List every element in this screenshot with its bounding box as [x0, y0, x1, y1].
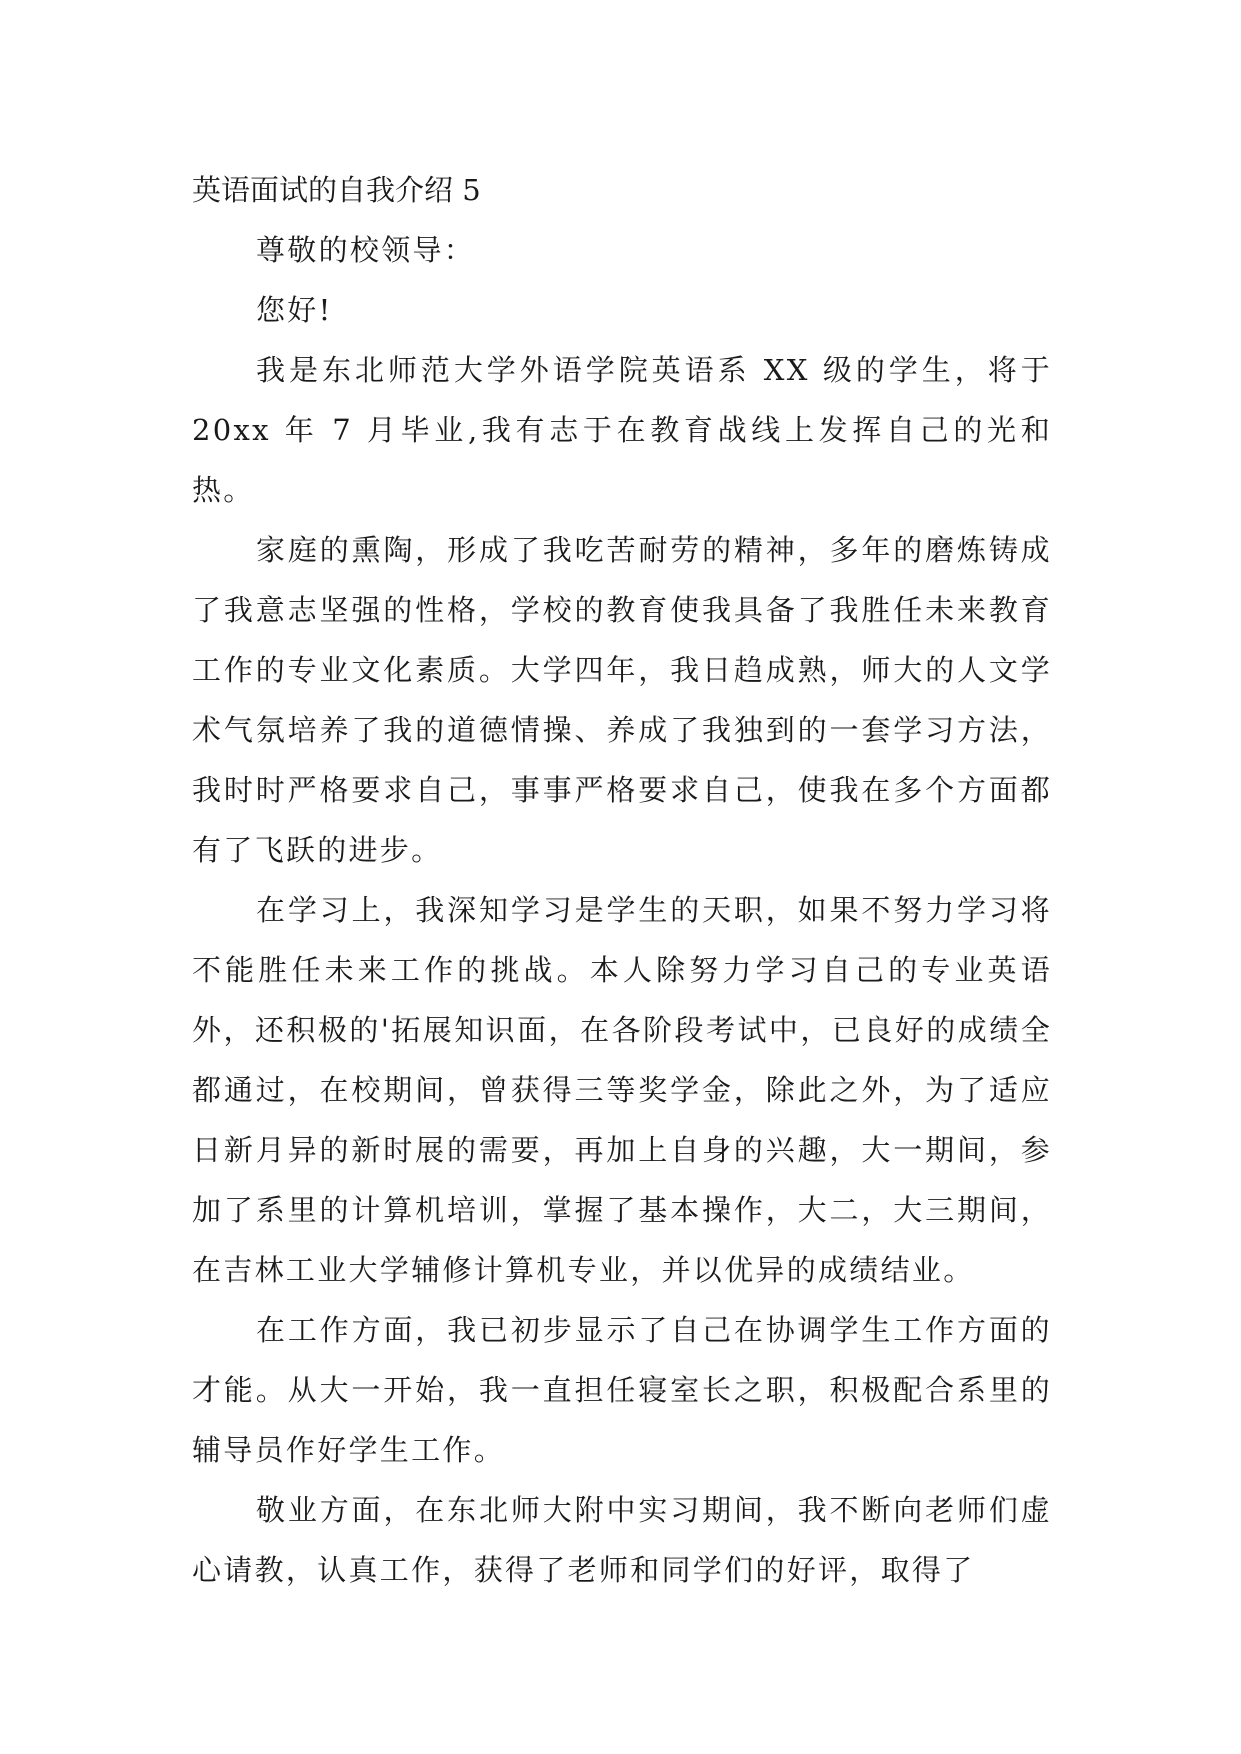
intro-paragraph: 我是东北师范大学外语学院英语系 XX 级的学生，将于 20xx 年 7 月毕业,我有志于在教育战线上发挥自己的光和热。	[192, 353, 1052, 507]
greeting-paragraph: 您好!	[256, 293, 333, 327]
work-paragraph: 在工作方面，我已初步显示了自己在协调学生工作方面的才能。从大一开始，我一直担任寝室长之职，积极配合系里的辅导员作好学生工作。	[192, 1313, 1052, 1467]
document-title: 英语面试的自我介绍 5	[192, 173, 481, 207]
salutation-paragraph: 尊敬的校领导：	[256, 233, 476, 267]
document-body	[192, 160, 1052, 1600]
background-paragraph: 家庭的熏陶，形成了我吃苦耐劳的精神，多年的磨炼铸成了我意志坚强的性格，学校的教育使我具备了我胜任未来教育工作的专业文化素质。大学四年，我日趋成熟，师大的人文学术气氛培养了我的道德情操、养成了我独到的一套学习方法，我时时严格要求自己，事事严格要求自己，使我在多个方面都有了飞跃的进步。	[192, 533, 1052, 867]
study-paragraph: 在学习上，我深知学习是学生的天职，如果不努力学习将不能胜任未来工作的挑战。本人除努力学习自己的专业英语外，还积极的'拓展知识面，在各阶段考试中，已良好的成绩全都通过，在校期间，曾获得三等奖学金，除此之外，为了适应日新月异的新时展的需要，再加上自身的兴趣，大一期间，参加了系里的计算机培训，掌握了基本操作，大二，大三期间，在吉林工业大学辅修计算机专业，并以优异的成绩结业。	[192, 893, 1052, 1287]
dedication-paragraph: 敬业方面，在东北师大附中实习期间，我不断向老师们虚心请教，认真工作，获得了老师和同学们的好评，取得了	[192, 1493, 1052, 1587]
